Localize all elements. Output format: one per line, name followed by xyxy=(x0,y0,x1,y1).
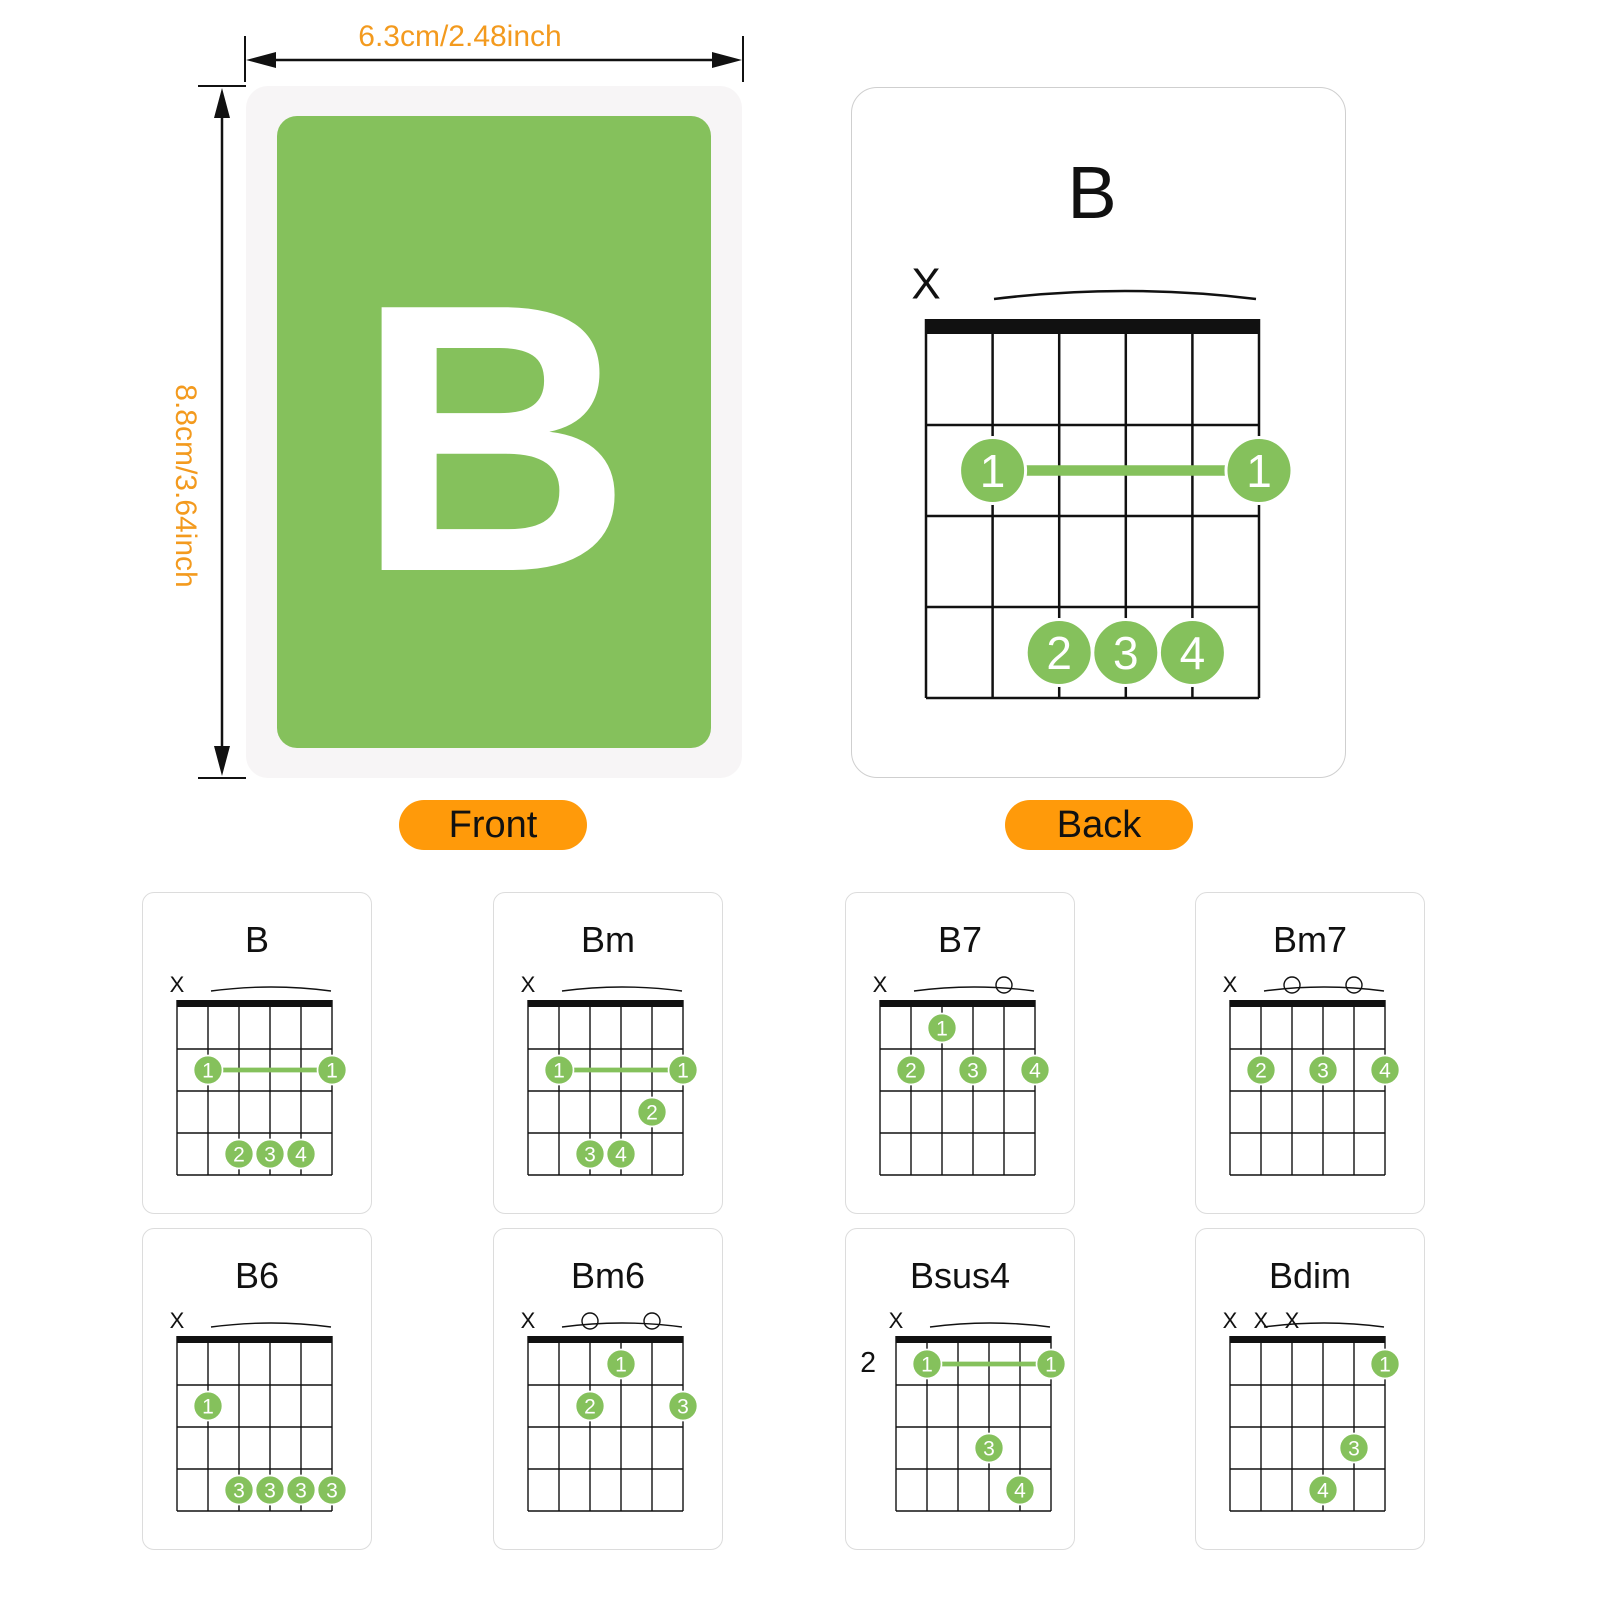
finger-number: 3 xyxy=(1348,1437,1360,1461)
chord-diagram xyxy=(143,893,372,1214)
finger-number: 4 xyxy=(615,1143,627,1167)
finger-number: 3 xyxy=(1317,1059,1329,1083)
muted-string-marker: X xyxy=(911,259,941,309)
muted-string-marker: X xyxy=(888,1308,904,1334)
height-label: 8.8cm/3.64inch xyxy=(169,384,202,588)
muted-string-marker: X xyxy=(1222,1308,1238,1334)
chord-card-b7 xyxy=(845,892,1075,1214)
chord-card-name: Bm xyxy=(581,919,635,960)
muted-string-marker: X xyxy=(872,972,888,998)
muted-string-marker: X xyxy=(1284,1308,1300,1334)
front-label-pill xyxy=(399,800,587,850)
finger-number: 1 xyxy=(615,1353,627,1377)
muted-string-marker: X xyxy=(520,972,536,998)
finger-number: 1 xyxy=(921,1353,933,1377)
open-string-marker xyxy=(582,1313,598,1329)
finger-number: 2 xyxy=(1255,1059,1267,1083)
open-string-marker xyxy=(1284,977,1300,993)
chord-card-name: Bm6 xyxy=(570,1255,646,1296)
chord-card-name: B xyxy=(244,919,269,960)
chord-arc xyxy=(1264,987,1384,991)
finger-number: 3 xyxy=(295,1479,307,1503)
open-string-marker xyxy=(996,977,1012,993)
finger-number: 1 xyxy=(936,1017,948,1041)
chord-card-bdim xyxy=(1195,1228,1425,1550)
chord-arc xyxy=(1264,1323,1384,1327)
finger-number: 1 xyxy=(979,445,1006,498)
chord-card-b6 xyxy=(142,1228,372,1550)
finger-number: 1 xyxy=(553,1059,565,1083)
width-label: 6.3cm/2.48inch xyxy=(358,20,562,53)
finger-number: 1 xyxy=(202,1059,214,1083)
chord-card-bsus4 xyxy=(845,1228,1075,1550)
back-label-pill xyxy=(1005,800,1193,850)
chord-card-name: Bdim xyxy=(1268,1255,1352,1296)
front-card-letter: B xyxy=(356,224,632,651)
chord-nut xyxy=(176,1336,332,1343)
finger-number: 2 xyxy=(233,1143,245,1167)
front-label: Front xyxy=(448,803,538,846)
finger-number: 3 xyxy=(967,1059,979,1083)
finger-number: 1 xyxy=(677,1059,689,1083)
back-label: Back xyxy=(1056,803,1142,846)
finger-number: 3 xyxy=(264,1479,276,1503)
chord-card-bm6 xyxy=(493,1228,723,1550)
finger-number: 3 xyxy=(326,1479,338,1503)
open-string-label: O xyxy=(652,1321,653,1322)
finger-number: 2 xyxy=(905,1059,917,1083)
chord-nut xyxy=(879,1000,1035,1007)
chord-arc xyxy=(914,987,1034,991)
finger-number: 4 xyxy=(295,1143,307,1167)
chord-arc xyxy=(994,291,1256,299)
chord-card-name: B7 xyxy=(937,919,983,960)
finger-number: 3 xyxy=(264,1143,276,1167)
chord-diagram xyxy=(494,1229,723,1550)
chord-diagram xyxy=(1196,1229,1425,1550)
chord-arc xyxy=(562,987,682,991)
finger-number: 1 xyxy=(326,1059,338,1083)
chord-nut xyxy=(1229,1336,1385,1343)
muted-string-marker: X xyxy=(1222,972,1238,998)
chord-card-bm7 xyxy=(1195,892,1425,1214)
open-string-marker xyxy=(644,1313,660,1329)
chord-nut xyxy=(527,1336,683,1343)
chord-nut xyxy=(1229,1000,1385,1007)
muted-string-marker: X xyxy=(169,1308,185,1334)
finger-number: 3 xyxy=(584,1143,596,1167)
chord-diagram xyxy=(1196,893,1425,1214)
finger-number: 2 xyxy=(584,1395,596,1419)
chord-card-name: B6 xyxy=(234,1255,280,1296)
finger-number: 2 xyxy=(646,1101,658,1125)
chord-card-b xyxy=(142,892,372,1214)
chord-diagram xyxy=(143,1229,372,1550)
finger-number: 3 xyxy=(233,1479,245,1503)
open-string-label: O xyxy=(1354,985,1355,986)
chord-card-name: Bsus4 xyxy=(909,1255,1011,1296)
finger-number: 2 xyxy=(1046,627,1072,680)
chord-arc xyxy=(211,1323,331,1327)
finger-number: 4 xyxy=(1379,1059,1391,1083)
chord-nut xyxy=(925,319,1261,334)
chord-arc xyxy=(562,1323,682,1327)
open-string-label: O xyxy=(1292,985,1293,986)
finger-number: 3 xyxy=(1113,627,1139,680)
chord-nut xyxy=(527,1000,683,1007)
muted-string-marker: X xyxy=(1253,1308,1269,1334)
finger-number: 3 xyxy=(677,1395,689,1419)
start-fret-label: 2 xyxy=(860,1346,876,1379)
open-string-marker xyxy=(1346,977,1362,993)
chord-arc xyxy=(211,987,331,991)
finger-number: 4 xyxy=(1179,627,1206,680)
chord-diagram xyxy=(846,893,1075,1214)
finger-number: 3 xyxy=(983,1437,995,1461)
open-string-label: O xyxy=(590,1321,591,1322)
back-card-chord-name: B xyxy=(1067,151,1117,234)
chord-nut xyxy=(895,1336,1051,1343)
open-string-label: O xyxy=(1004,985,1005,986)
chord-diagram xyxy=(846,1229,1075,1550)
finger-number: 4 xyxy=(1029,1059,1041,1083)
muted-string-marker: X xyxy=(520,1308,536,1334)
finger-number: 4 xyxy=(1014,1479,1026,1503)
chord-card-name: Bm7 xyxy=(1272,919,1348,960)
finger-number: 1 xyxy=(202,1395,214,1419)
finger-number: 1 xyxy=(1045,1353,1057,1377)
muted-string-marker: X xyxy=(169,972,185,998)
chord-nut xyxy=(176,1000,332,1007)
chord-card-bm xyxy=(493,892,723,1214)
chord-diagram xyxy=(494,893,723,1214)
finger-number: 1 xyxy=(1246,445,1272,498)
chord-arc xyxy=(930,1323,1050,1327)
finger-number: 4 xyxy=(1317,1479,1329,1503)
finger-number: 1 xyxy=(1379,1353,1391,1377)
